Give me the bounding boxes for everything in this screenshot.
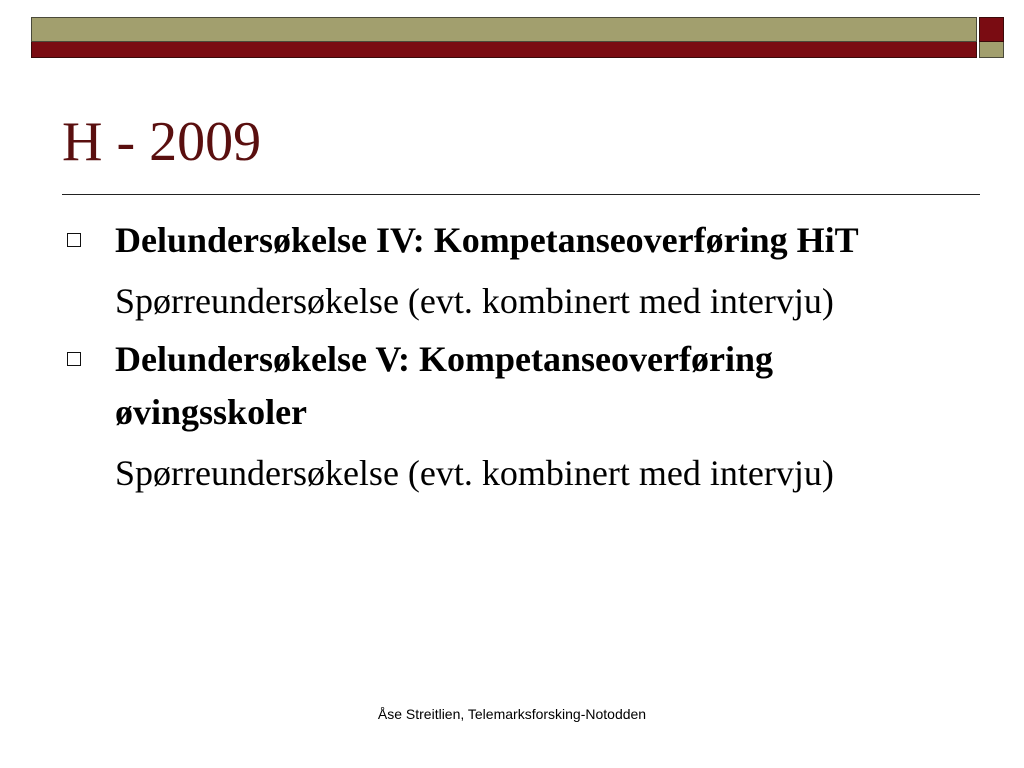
bullet-heading-1: Delundersøkelse IV: Kompetanseoverføring HiT xyxy=(115,220,859,260)
hollow-square-icon xyxy=(67,352,81,366)
bullet-detail-2: Spørreundersøkelse (evt. kombinert med intervju) xyxy=(115,453,834,493)
header-olive-bar xyxy=(31,17,977,42)
bullet-item-2 xyxy=(62,333,962,439)
title-divider xyxy=(62,194,980,195)
slide-footer: Åse Streitlien, Telemarksforsking-Notodden xyxy=(377,706,647,722)
bullet-list xyxy=(62,214,962,499)
slide-title: H - 2009 xyxy=(62,111,262,173)
hollow-square-icon xyxy=(67,233,81,247)
header-olive-square xyxy=(979,42,1004,58)
bullet-item-1 xyxy=(62,214,962,267)
bullet-heading-2: Delundersøkelse V: Kompetanseoverføring øvingsskoler xyxy=(115,339,773,432)
header-maroon-bar xyxy=(31,42,977,58)
bullet-detail-1: Spørreundersøkelse (evt. kombinert med intervju) xyxy=(115,281,834,321)
header-maroon-square xyxy=(979,17,1004,42)
